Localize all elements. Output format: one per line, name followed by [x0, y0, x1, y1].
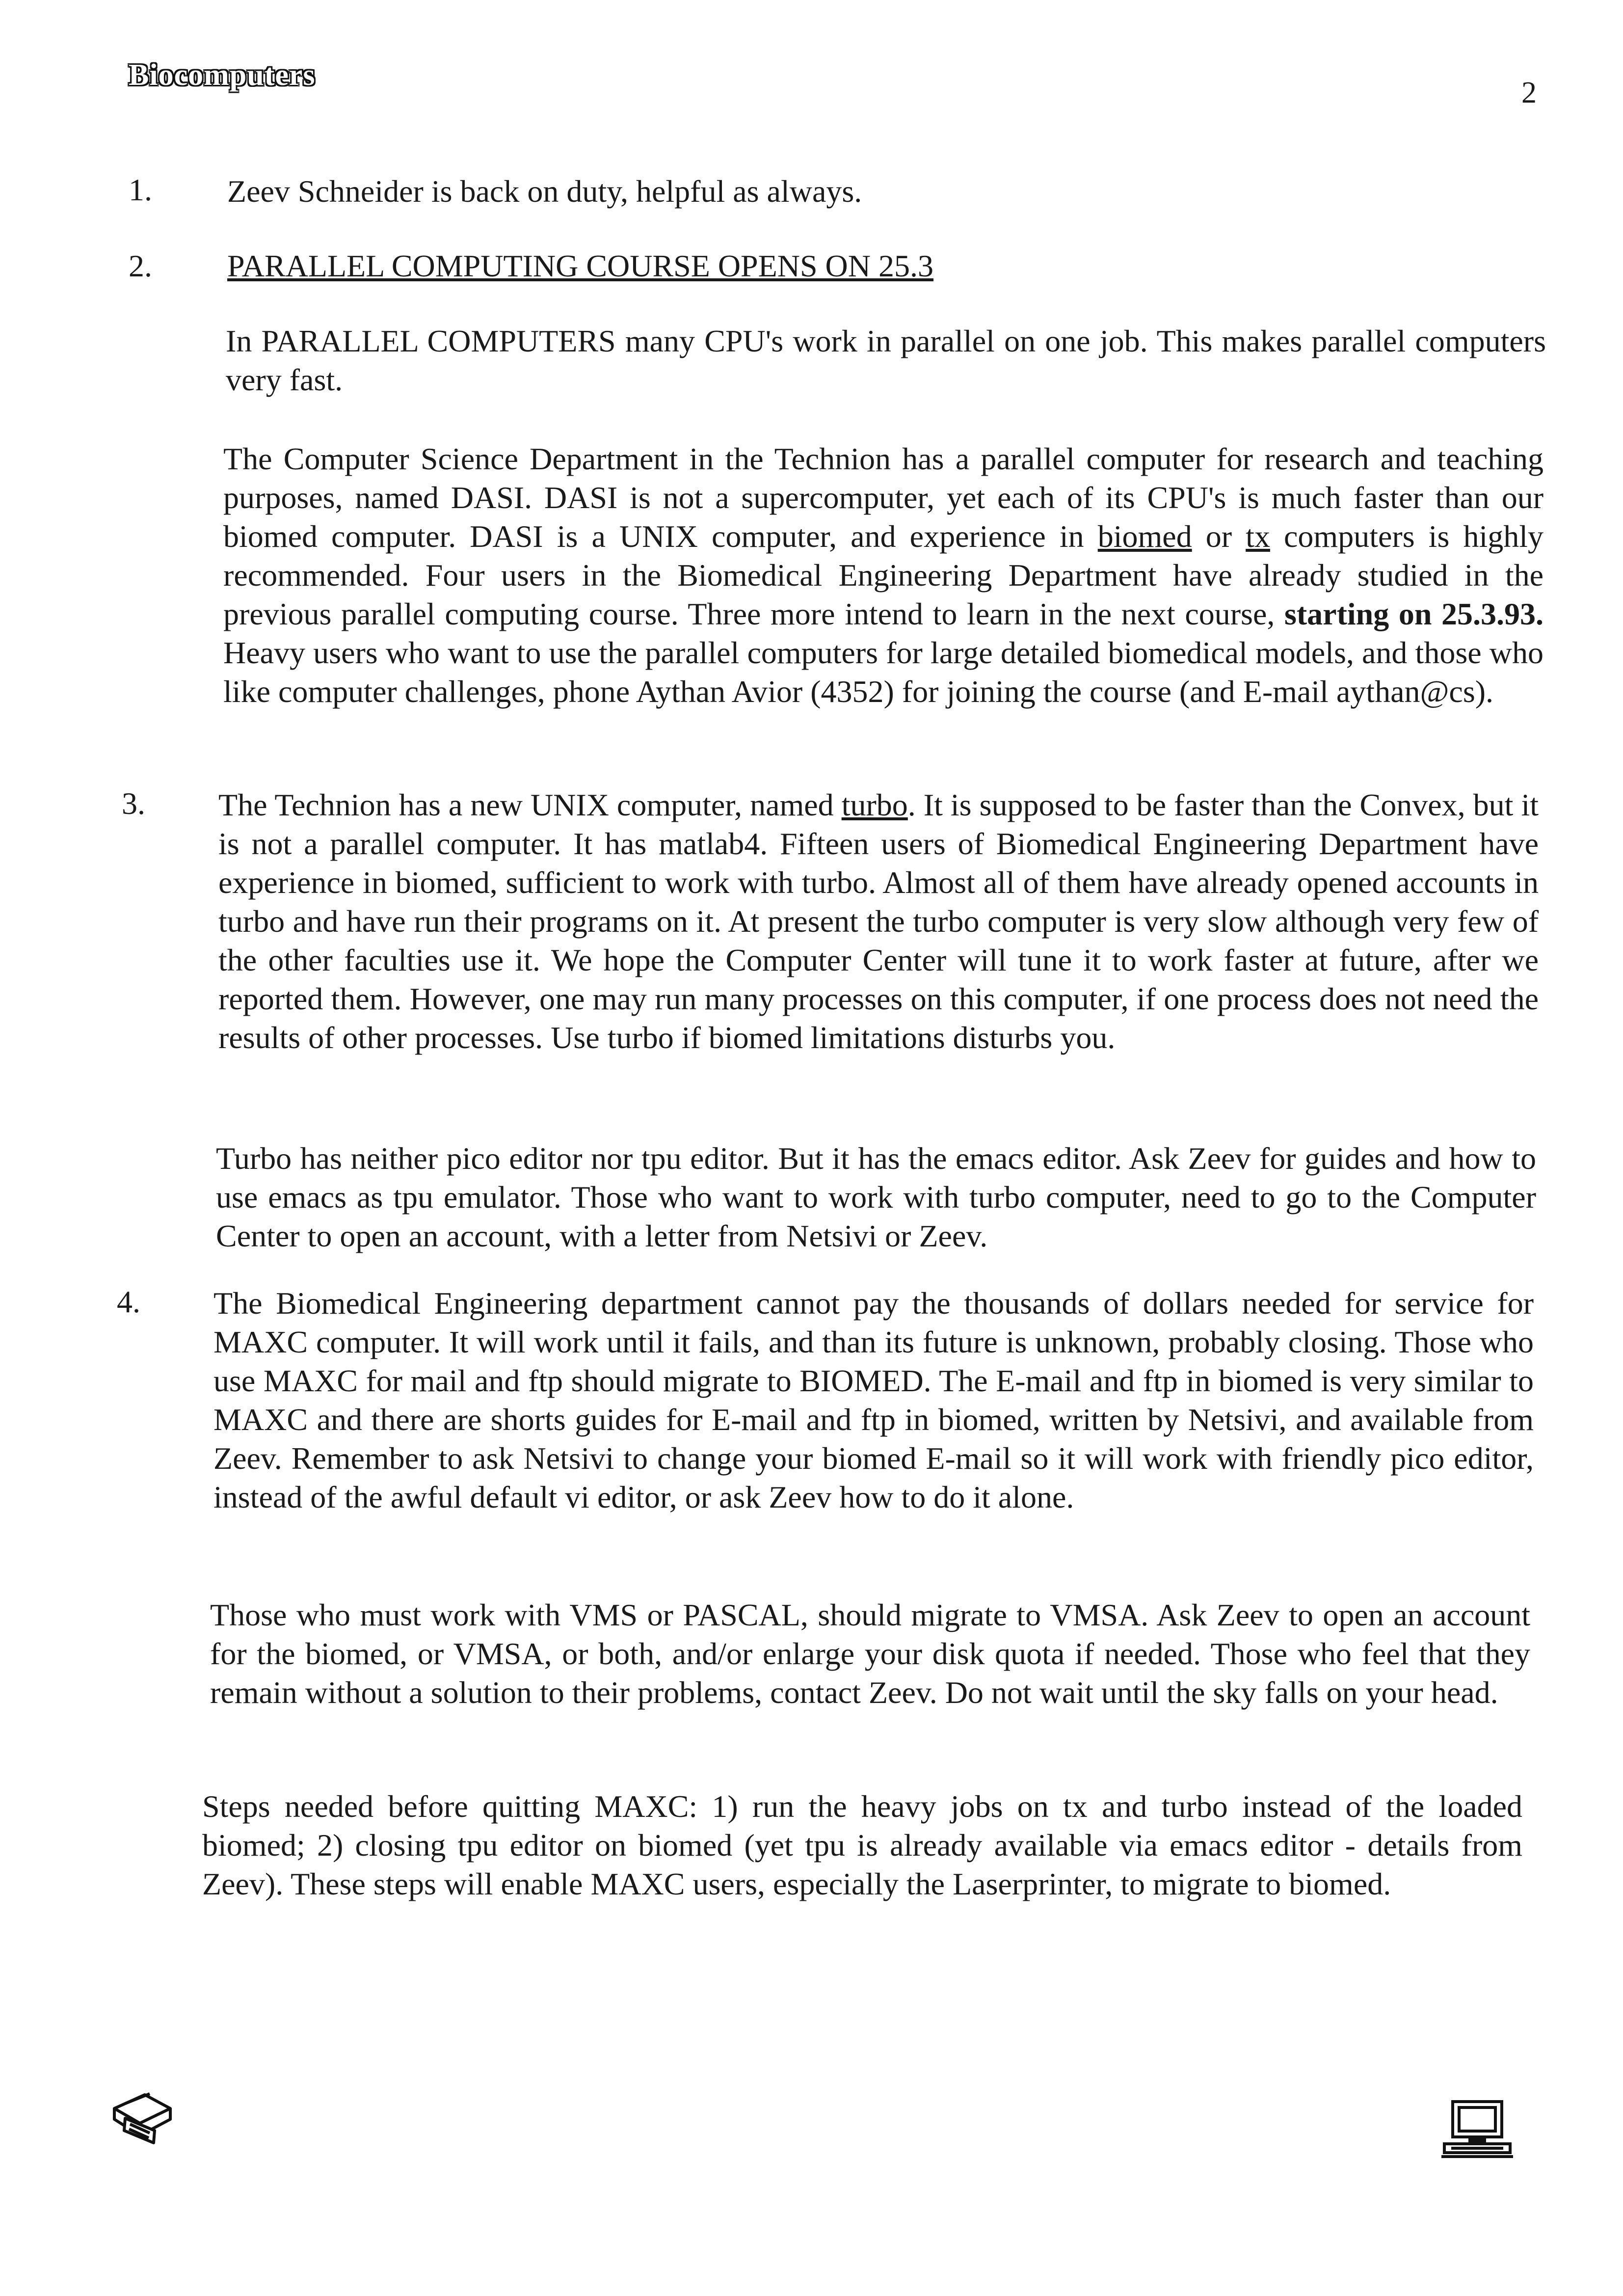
header-title: Biocomputers — [129, 58, 316, 92]
item-number: 2. — [129, 248, 152, 283]
item-paragraph — [216, 1139, 1536, 1255]
paragraph-text: The Computer Science Department in the Technion has a parallel computer for research and teaching purposes, named DASI. DASI is not a supercomputer, yet each of its CPU's is much faster than our biomed computer. DASI is a UNIX computer, and experience in — [223, 441, 1543, 554]
paragraph-text: The Biomedical Engineering department cannot pay the thousands of dollars needed for service for MAXC computer. It will work until it fails, and than its future is unknown, probably closing. Those who use MAXC for mail and ftp should migrate to BIOMED. The E-mail and ftp in biomed is very similar to MAXC and there are shorts guides for E-mail and ftp in biomed, written by Netsivi, and available from Zeev. Remember to ask Netsivi to change your biomed E-mail so it will work with friendly pico editor, instead of the awful default vi editor, or ask Zeev how to do it alone. — [213, 1286, 1534, 1514]
page-number: 2 — [1521, 76, 1537, 109]
paragraph-text: computers is highly recommended. Four users in the Biomedical Engineering Department have already studied in the previous parallel computing course. Three more intend to learn in the next course, — [223, 519, 1544, 631]
paragraph-text: Turbo has neither pico editor nor tpu editor. But it has the emacs editor. Ask Zeev for guides and how to use emacs as tpu emulator. Those who want to work with turbo computer, need to go to the Computer Center to open an account, with a letter from Netsivi or Zeev. — [216, 1141, 1536, 1253]
paragraph-text: In PARALLEL COMPUTERS many CPU's work in parallel on one job. This makes parallel computers very fast. — [226, 324, 1546, 397]
underlined-term: tx — [1246, 519, 1270, 554]
item-paragraph — [218, 785, 1539, 1057]
paragraph-text: . It is supposed to be faster than the Convex, but it is not a parallel computer. It has matlab4. Fifteen users of Biomedical Engineering Department have experience in biomed, sufficient to work with turbo. Almost all of them have already opened accounts in turbo and have run their programs on it. At present the turbo computer is very slow although very few of the other faculties use it. We hope the Computer Center will tune it to work faster at future, after we reported them. However, one may run many processes on this computer, if one process does not need the results of other processes. Use turbo if biomed limitations disturbs you. — [218, 787, 1539, 1055]
computer-icon — [1440, 2099, 1514, 2162]
underlined-term: biomed — [1097, 519, 1192, 554]
paragraph-text: or — [1192, 519, 1246, 554]
paragraph-text: The Technion has a new UNIX computer, named — [218, 787, 842, 822]
item-paragraph — [226, 322, 1546, 399]
item-paragraph — [227, 172, 1552, 211]
item-paragraph — [202, 1787, 1522, 1903]
item-number: 1. — [129, 172, 152, 207]
item-paragraph — [213, 1284, 1534, 1516]
paragraph-text: Heavy users who want to use the parallel computers for large detailed biomedical models, and those who like computer challenges, phone Aythan Avior (4352) for joining the course (and E-mail aythan@cs). — [223, 635, 1543, 709]
item-paragraph — [223, 439, 1543, 711]
bold-text: starting on 25.3.93. — [1284, 596, 1544, 631]
paragraph-text: Those who must work with VMS or PASCAL, should migrate to VMSA. Ask Zeev to open an account for the biomed, or VMSA, or both, and/or enlarge your disk quota if needed. Those who feel that they remain without a solution to their problems, contact Zeev. Do not wait until the sky falls on your head. — [210, 1597, 1530, 1710]
section-heading: PARALLEL COMPUTING COURSE OPENS ON 25.3 — [227, 248, 933, 283]
item-paragraph — [210, 1595, 1530, 1712]
paragraph-text: Steps needed before quitting MAXC: 1) run the heavy jobs on tx and turbo instead of the loaded biomed; 2) closing tpu editor on biomed (yet tpu is already available via emacs editor - details from Zeev). These steps will enable MAXC users, especially the Laserprinter, to migrate to biomed. — [202, 1789, 1522, 1901]
underlined-term: turbo — [841, 787, 908, 822]
item-number: 4. — [117, 1284, 140, 1319]
printer-icon — [110, 2089, 174, 2148]
item-number: 3. — [122, 786, 145, 821]
paragraph-text: Zeev Schneider is back on duty, helpful as always. — [227, 174, 862, 209]
